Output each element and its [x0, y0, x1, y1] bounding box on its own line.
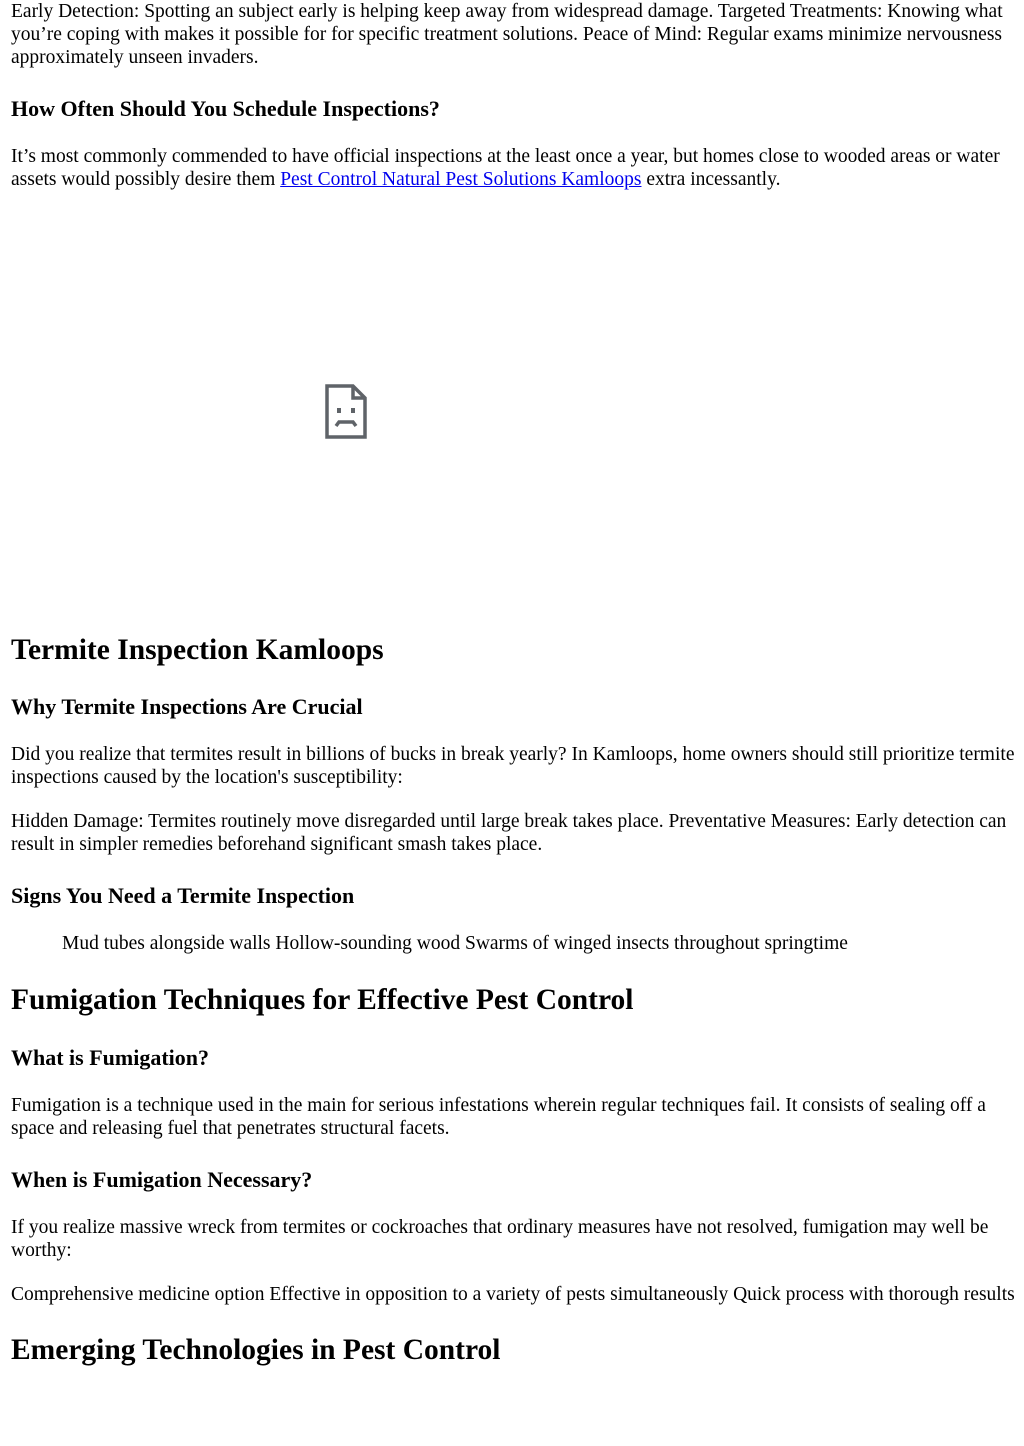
when-fumigation-paragraph-1: If you realize massive wreck from termites or cockroaches that ordinary measures have not resolved, fumigation may well be worthy: — [11, 1217, 989, 1261]
signs-list: Mud tubes alongside walls Hollow-sounding wood Swarms of winged insects throughout springtime — [62, 933, 848, 954]
broken-image-placeholder — [11, 191, 1017, 619]
pest-control-link[interactable]: Pest Control Natural Pest Solutions Kamloops — [280, 169, 642, 190]
schedule-heading: How Often Should You Schedule Inspections? — [11, 96, 440, 121]
schedule-paragraph — [11, 145, 1017, 191]
why-termite-paragraph-2: Hidden Damage: Termites routinely move disregarded until large break takes place. Preventative Measures: Early detection can result in simpler remedies beforehand significant smash takes place. — [11, 811, 1007, 855]
article-content — [11, 0, 1017, 1367]
termite-heading: Termite Inspection Kamloops — [11, 634, 384, 666]
what-is-fumigation-paragraph: Fumigation is a technique used in the main for serious infestations wherein regular techniques fail. It consists of sealing off a space and releasing fuel that penetrates structural facets. — [11, 1095, 986, 1139]
when-fumigation-heading: When is Fumigation Necessary? — [11, 1167, 313, 1192]
fumigation-heading: Fumigation Techniques for Effective Pest Control — [11, 984, 634, 1016]
signs-heading: Signs You Need a Termite Inspection — [11, 883, 355, 908]
schedule-text-before: It’s most commonly commended to have official inspections at the least once a year, but homes close to wooded areas or water assets would possibly desire them — [11, 146, 1000, 190]
emerging-tech-heading: Emerging Technologies in Pest Control — [11, 1334, 501, 1366]
why-termite-paragraph-1: Did you realize that termites result in billions of bucks in break yearly? In Kamloops, home owners should still prioritize termite inspections caused by the location's susceptibility: — [11, 744, 1015, 788]
why-termite-heading: Why Termite Inspections Are Crucial — [11, 694, 363, 719]
what-is-fumigation-heading: What is Fumigation? — [11, 1045, 210, 1070]
when-fumigation-paragraph-2: Comprehensive medicine option Effective in opposition to a variety of pests simultaneously Quick process with thorough results — [11, 1284, 1015, 1305]
intro-paragraph: Early Detection: Spotting an subject early is helping keep away from widespread damage. Targeted Treatments: Knowing what you’re coping with makes it possible for for specific treatment solutions. Peace of Mind: Regular exams minimize nervousness approximately unseen invaders. — [11, 1, 1003, 68]
broken-image-icon — [325, 384, 367, 439]
schedule-text-after: extra incessantly. — [641, 169, 781, 190]
